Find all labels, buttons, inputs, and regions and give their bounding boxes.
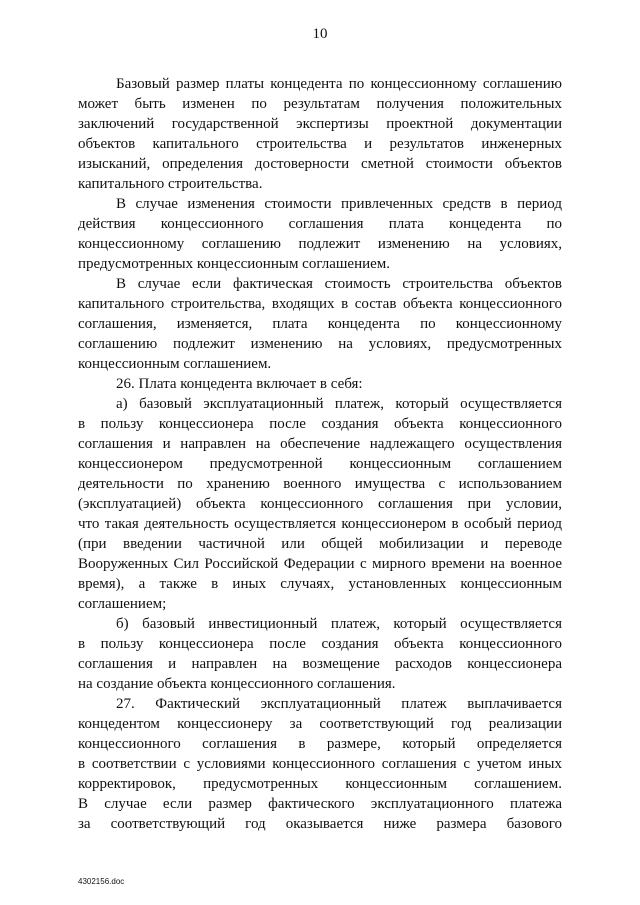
- text-line: концессионного соглашения в размере, который определяется: [78, 736, 562, 752]
- text-line: заключений государственной экспертизы проектной документации: [78, 116, 562, 132]
- text-line: 27. Фактический эксплуатационный платеж выплачивается: [116, 696, 562, 712]
- page-number: 10: [312, 26, 328, 42]
- text-line: В случае если фактическая стоимость строительства объектов: [116, 276, 562, 292]
- text-line: деятельности по хранению военного имущества с использованием: [78, 476, 562, 492]
- text-line: в пользу концессионера после создания объекта концессионного: [78, 636, 562, 652]
- text-line: объектов капитального строительства и результатов инженерных: [78, 136, 562, 152]
- text-line: соглашения и направлен на возмещение расходов концессионера: [78, 656, 562, 672]
- clause-26-item-a: [78, 394, 562, 614]
- text-line: В случае изменения стоимости привлеченных средств в период: [116, 196, 562, 212]
- document-file-code: 4302156.doc: [78, 877, 125, 886]
- text-line: на создание объекта концессионного соглашения.: [78, 676, 396, 692]
- text-line: соглашения и направлен на обеспечение надлежащего осуществления: [78, 436, 562, 452]
- text-line: капитального строительства.: [78, 176, 263, 192]
- text-line: в соответствии с условиями концессионного соглашения с учетом иных: [78, 756, 562, 772]
- text-line: (эксплуатацией) объекта концессионного соглашения при условии,: [78, 496, 562, 512]
- text-line: соглашением;: [78, 596, 167, 612]
- text-line: 26. Плата концедента включает в себя:: [116, 376, 363, 392]
- text-line: может быть изменен по результатам получения положительных: [78, 96, 562, 112]
- text-line: за соответствующий год оказывается ниже размера базового: [78, 816, 562, 832]
- text-line: что такая деятельность осуществляется концессионером в особый период: [78, 516, 562, 532]
- text-line: В случае если размер фактического эксплуатационного платежа: [78, 796, 562, 812]
- text-line: изысканий, определения достоверности сметной стоимости объектов: [78, 156, 562, 172]
- text-line: капитального строительства, входящих в состав объекта концессионного: [78, 296, 562, 312]
- text-line: соглашению подлежит изменению на условиях, предусмотренных: [78, 336, 562, 352]
- paragraph-construction-cost-change: [78, 274, 562, 374]
- text-line: предусмотренных концессионным соглашением.: [78, 256, 391, 272]
- clause-26-item-b: [78, 614, 562, 694]
- text-line: концессионным соглашением.: [78, 356, 272, 372]
- clause-26-heading: [78, 374, 562, 394]
- paragraph-funding-cost-change: [78, 194, 562, 274]
- text-line: в пользу концессионера после создания объекта концессионного: [78, 416, 562, 432]
- text-line: б) базовый инвестиционный платеж, который осуществляется: [116, 616, 562, 632]
- text-line: концессионером предусмотренной концессионным соглашением: [78, 456, 562, 472]
- text-line: время), а также в иных случаях, установленных концессионным: [78, 576, 562, 592]
- paragraph-base-fee-change: [78, 74, 562, 194]
- text-line: (при введении частичной или общей мобилизации и переводе: [78, 536, 562, 552]
- document-body: [78, 74, 562, 834]
- text-line: Вооруженных Сил Российской Федерации с мирного времени на военное: [78, 556, 562, 572]
- text-line: а) базовый эксплуатационный платеж, который осуществляется: [116, 396, 562, 412]
- text-line: действия концессионного соглашения плата концедента по: [78, 216, 562, 232]
- text-line: концессионному соглашению подлежит изменению на условиях,: [78, 236, 562, 252]
- text-line: Базовый размер платы концедента по концессионному соглашению: [116, 76, 562, 92]
- text-line: соглашения, изменяется, плата концедента по концессионному: [78, 316, 562, 332]
- text-line: корректировок, предусмотренных концессионным соглашением.: [78, 776, 562, 792]
- clause-27: [78, 694, 562, 834]
- text-line: концедентом концессионеру за соответствующий год реализации: [78, 716, 562, 732]
